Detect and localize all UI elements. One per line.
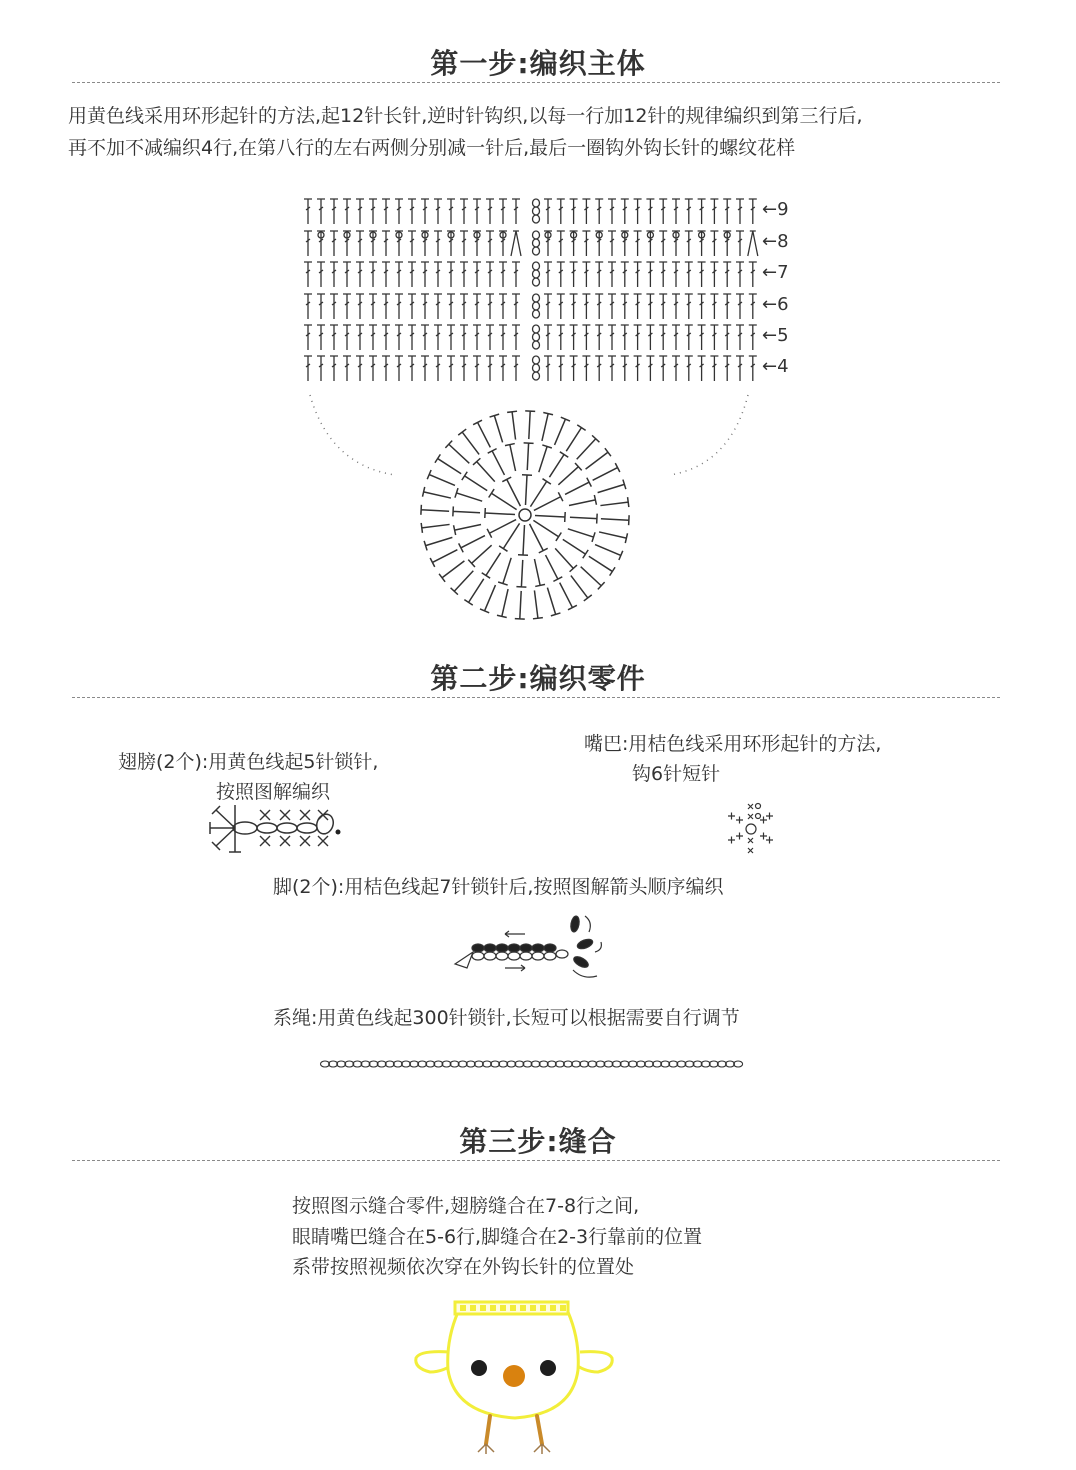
right-eye — [540, 1360, 556, 1376]
step3-title: 第三步:缝合 — [459, 1125, 617, 1158]
step1-line-2: 再不加不减编织4行,在第八行的左右两侧分别减一针后,最后一圈钩外钩长针的螺纹花样 — [68, 137, 796, 159]
strap-chain-diagram — [320, 1057, 750, 1071]
arrow-left-icon: ← — [762, 231, 778, 252]
arrow-left-icon: ← — [762, 325, 778, 346]
left-eye — [471, 1360, 487, 1376]
arrow-left-icon: ← — [762, 356, 778, 377]
step1-divider — [72, 82, 1000, 83]
wings-line-2: 按照图解编织 — [216, 781, 331, 803]
foot-stitch-diagram — [445, 912, 615, 982]
row-label-9: ←9 — [762, 199, 789, 220]
step3-line-3: 系带按照视频依次穿在外钩长针的位置处 — [292, 1256, 635, 1278]
beak-line-2: 钩6针短针 — [632, 763, 721, 785]
row-label-6: ←6 — [762, 294, 789, 315]
beak-stitch-diagram — [718, 796, 788, 866]
step2-divider — [72, 697, 1000, 698]
step1-line-1: 用黄色线采用环形起针的方法,起12针长针,逆时针钩织,以每一行加12针的规律编织到第三行后, — [68, 105, 863, 127]
row-label-5: ←5 — [762, 325, 789, 346]
rows-stitch-chart — [300, 195, 800, 385]
beak — [503, 1365, 525, 1387]
arrow-left-icon: ← — [762, 262, 778, 283]
row-label-7: ←7 — [762, 262, 789, 283]
feet-line: 脚(2个):用桔色线起7针锁针后,按照图解箭头顺序编织 — [273, 876, 724, 898]
wings-line-1: 翅膀(2个):用黄色线起5针锁针, — [118, 751, 379, 773]
wing-stitch-diagram — [200, 800, 350, 860]
row-label-4: ←4 — [762, 356, 789, 377]
step3-divider — [72, 1160, 1000, 1161]
round-stitch-chart — [415, 405, 635, 625]
chick-illustration — [400, 1290, 640, 1470]
step1-title: 第一步:编织主体 — [430, 47, 646, 80]
beak-line-1: 嘴巴:用桔色线采用环形起针的方法, — [584, 733, 882, 755]
step2-title: 第二步:编织零件 — [430, 662, 646, 695]
step3-line-1: 按照图示缝合零件,翅膀缝合在7-8行之间, — [292, 1195, 640, 1217]
step3-line-2: 眼睛嘴巴缝合在5-6行,脚缝合在2-3行靠前的位置 — [292, 1226, 703, 1248]
row-label-8: ←8 — [762, 231, 789, 252]
strap-line: 系绳:用黄色线起300针锁针,长短可以根据需要自行调节 — [273, 1007, 740, 1029]
arrow-left-icon: ← — [762, 294, 778, 315]
arrow-left-icon: ← — [762, 199, 778, 220]
